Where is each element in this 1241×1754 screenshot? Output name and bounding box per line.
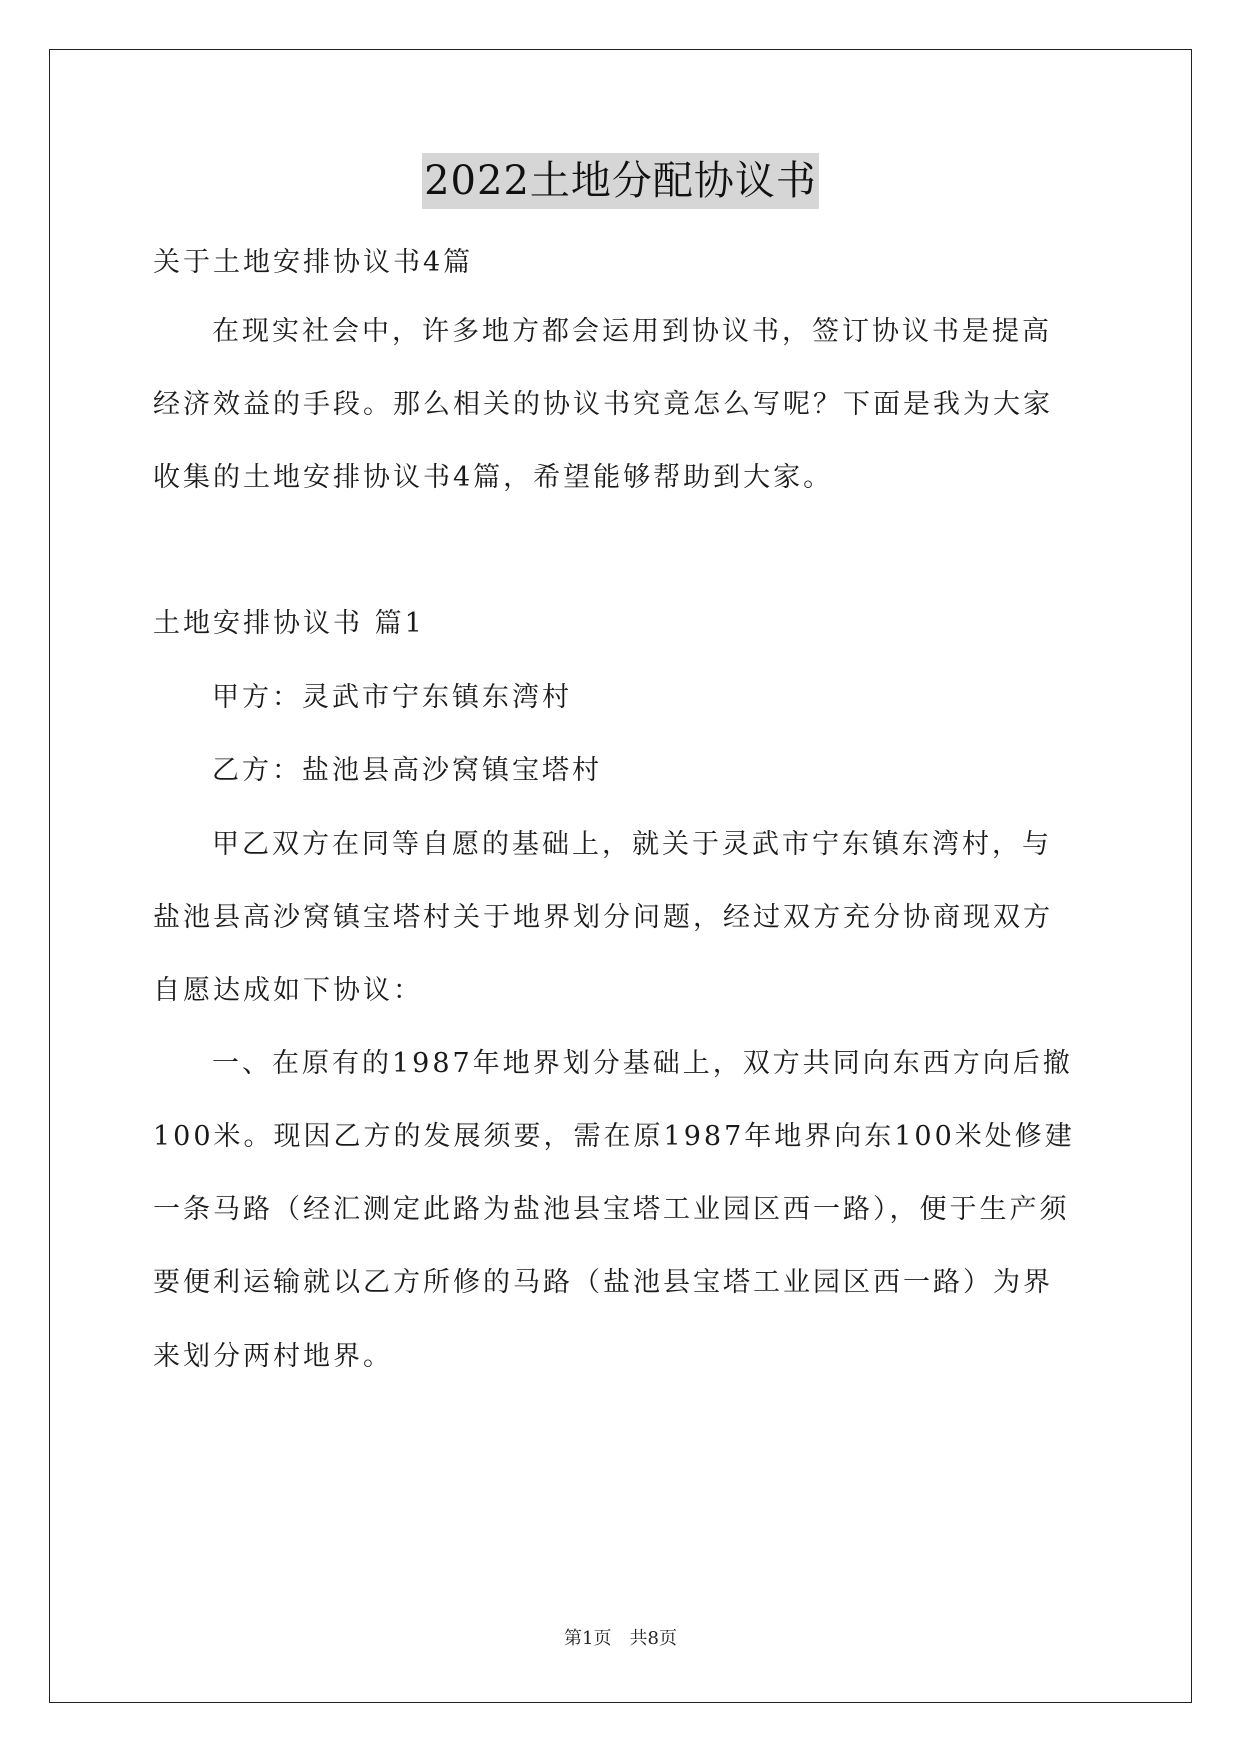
paragraph-line: 一条马路（经汇测定此路为盐池县宝塔工业园区西一路），便于生产须 [153,1194,1070,1225]
intro-heading: 关于土地安排协议书4篇 [153,247,474,278]
document-title: 2022土地分配协议书 [422,153,819,209]
paragraph-line: 在现实社会中，许多地方都会运用到协议书，签订协议书是提高 [212,316,1052,347]
paragraph-line: 自愿达成如下协议： [153,975,423,1006]
paragraph-line: 100米。现因乙方的发展须要，需在原1987年地界向东100米处修建 [153,1121,1075,1152]
paragraph-line: 收集的土地安排协议书4篇，希望能够帮助到大家。 [153,462,834,493]
paragraph-line: 盐池县高沙窝镇宝塔村关于地界划分问题，经过双方充分协商现双方 [153,902,1053,933]
paragraph-line: 来划分两村地界。 [153,1341,393,1372]
section-heading: 土地安排协议书 篇1 [153,608,425,639]
paragraph-line: 甲乙双方在同等自愿的基础上，就关于灵武市宁东镇东湾村，与 [212,829,1052,860]
paragraph-line: 经济效益的手段。那么相关的协议书究竟怎么写呢？下面是我为大家 [153,389,1053,420]
party-b-line: 乙方：盐池县高沙窝镇宝塔村 [212,755,602,786]
paragraph-line: 一、在原有的1987年地界划分基础上，双方共同向东西方向后撤 [212,1048,1073,1079]
page-frame [49,49,1192,1703]
party-a-line: 甲方：灵武市宁东镇东湾村 [212,682,572,713]
paragraph-line: 要便利运输就以乙方所修的马路（盐池县宝塔工业园区西一路）为界 [153,1267,1053,1298]
page-number-footer: 第1页 共8页 [564,1628,677,1649]
title-wrap [0,153,1241,209]
